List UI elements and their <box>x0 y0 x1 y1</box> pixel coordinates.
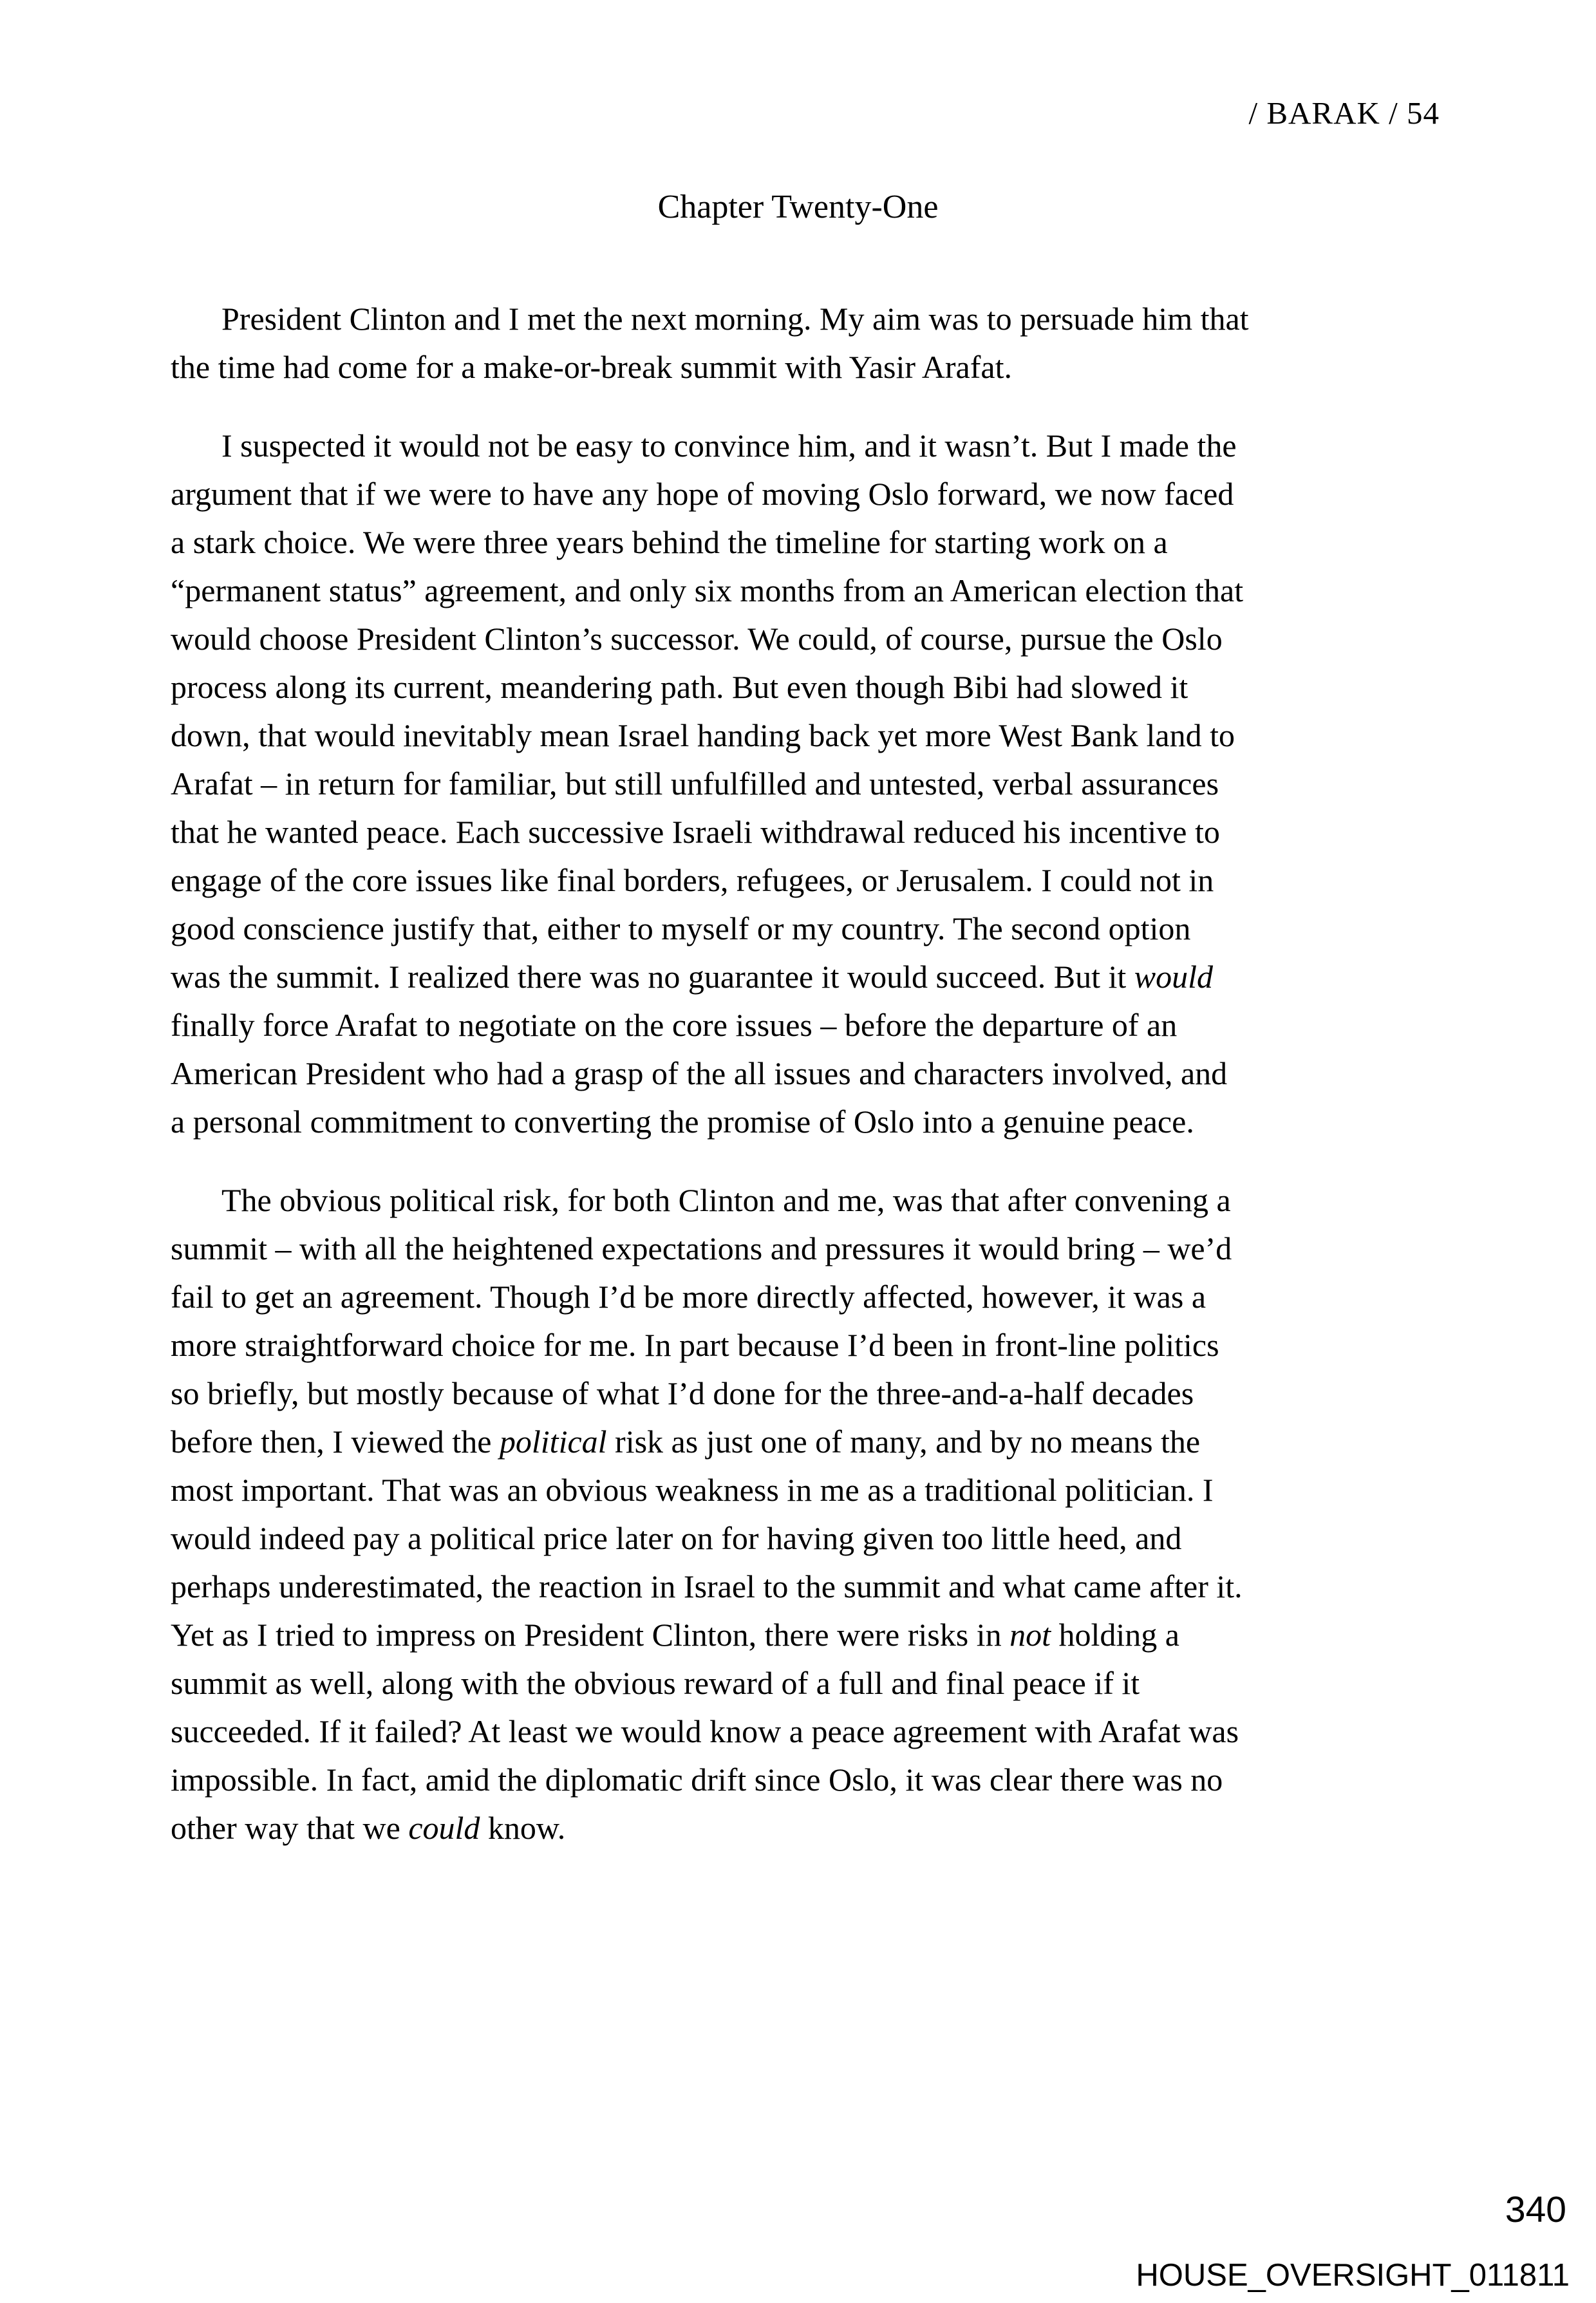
text-line: a stark choice. We were three years behind the timeline for starting work on a <box>171 524 1168 560</box>
running-header: / BARAK / 54 <box>1248 95 1440 131</box>
text-line: would indeed pay a political price later on for having given too little heed, and <box>171 1520 1182 1556</box>
text-line: other way that we could know. <box>171 1810 566 1846</box>
text-line: summit – with all the heightened expectations and pressures it would bring – we’d <box>171 1230 1232 1266</box>
text-line: a personal commitment to converting the promise of Oslo into a genuine peace. <box>171 1104 1194 1140</box>
text-line: Arafat – in return for familiar, but still unfulfilled and untested, verbal assurances <box>171 766 1219 802</box>
text-line: more straightforward choice for me. In part because I’d been in front-line politics <box>171 1327 1219 1363</box>
text-line: fail to get an agreement. Though I’d be more directly affected, however, it was a <box>171 1279 1206 1315</box>
text-line: summit as well, along with the obvious reward of a full and final peace if it <box>171 1665 1140 1701</box>
text-line: “permanent status” agreement, and only six months from an American election that <box>171 572 1244 608</box>
text-line: that he wanted peace. Each successive Israeli withdrawal reduced his incentive to <box>171 814 1220 850</box>
bates-stamp: HOUSE_OVERSIGHT_011811 <box>1136 2258 1570 2293</box>
text-line: down, that would inevitably mean Israel handing back yet more West Bank land to <box>171 717 1235 753</box>
text-line: was the summit. I realized there was no guarantee it would succeed. But it would <box>171 959 1214 995</box>
text-line: most important. That was an obvious weakness in me as a traditional politician. I <box>171 1472 1214 1508</box>
text-line: argument that if we were to have any hope of moving Oslo forward, we now faced <box>171 476 1234 512</box>
text-line: the time had come for a make-or-break summit with Yasir Arafat. <box>171 349 1012 385</box>
text-line: The obvious political risk, for both Clinton and me, was that after convening a <box>221 1182 1231 1218</box>
text-line: good conscience justify that, either to myself or my country. The second option <box>171 910 1191 946</box>
page-number: 340 <box>1505 2189 1566 2230</box>
paragraph <box>171 1176 1442 1852</box>
chapter-title: Chapter Twenty-One <box>657 189 939 225</box>
text-line: President Clinton and I met the next morning. My aim was to persuade him that <box>221 301 1249 337</box>
text-line: impossible. In fact, amid the diplomatic drift since Oslo, it was clear there was no <box>171 1762 1223 1798</box>
text-line: would choose President Clinton’s successor. We could, of course, pursue the Oslo <box>171 621 1223 657</box>
text-line: before then, I viewed the political risk as just one of many, and by no means the <box>171 1424 1201 1460</box>
page-body <box>171 295 1442 1852</box>
paragraph <box>171 295 1442 391</box>
paragraph <box>171 422 1442 1146</box>
text-line: American President who had a grasp of the all issues and characters involved, and <box>171 1055 1228 1091</box>
text-line: so briefly, but mostly because of what I’d done for the three-and-a-half decades <box>171 1375 1194 1411</box>
text-line: engage of the core issues like final borders, refugees, or Jerusalem. I could not in <box>171 862 1214 898</box>
text-line: process along its current, meandering path. But even though Bibi had slowed it <box>171 669 1188 705</box>
text-line: Yet as I tried to impress on President Clinton, there were risks in not holding a <box>171 1617 1179 1653</box>
text-line: perhaps underestimated, the reaction in Israel to the summit and what came after it. <box>171 1568 1243 1604</box>
text-line: finally force Arafat to negotiate on the core issues – before the departure of an <box>171 1007 1178 1043</box>
text-line: succeeded. If it failed? At least we would know a peace agreement with Arafat was <box>171 1713 1239 1749</box>
text-line: I suspected it would not be easy to convince him, and it wasn’t. But I made the <box>221 428 1237 464</box>
